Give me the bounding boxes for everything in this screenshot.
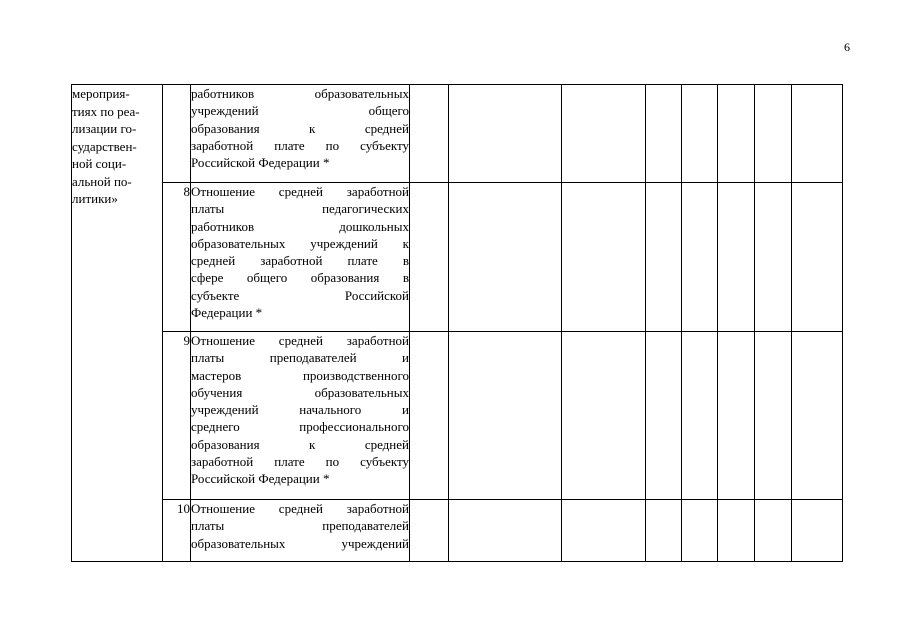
page-number: 6 bbox=[844, 40, 850, 54]
description-word: образовательных bbox=[191, 535, 286, 551]
description-line bbox=[191, 367, 409, 384]
description-line bbox=[191, 349, 409, 366]
event-line: литики» bbox=[72, 191, 118, 206]
description-word: мастеров bbox=[191, 367, 242, 383]
description-line bbox=[191, 401, 409, 418]
description-line: Отношение средней заработной bbox=[191, 333, 409, 348]
description-line bbox=[191, 120, 409, 137]
indicator-description-cell bbox=[191, 332, 410, 500]
description-word: начального bbox=[299, 402, 362, 418]
description-line: Отношение средней заработной bbox=[191, 184, 409, 199]
event-line: лизации го- bbox=[72, 121, 137, 136]
description-line bbox=[191, 287, 409, 304]
empty-cell bbox=[718, 85, 755, 183]
empty-cell bbox=[646, 183, 682, 332]
description-line bbox=[191, 418, 409, 435]
empty-cell bbox=[449, 85, 562, 183]
empty-cell bbox=[449, 332, 562, 500]
description-word: преподавателей bbox=[269, 350, 357, 366]
empty-cell bbox=[682, 332, 718, 500]
description-word: среднего bbox=[191, 419, 240, 435]
description-word: образования bbox=[191, 120, 260, 136]
empty-cell bbox=[718, 332, 755, 500]
description-line bbox=[191, 436, 409, 453]
description-word: Российской bbox=[344, 287, 409, 303]
empty-cell bbox=[755, 183, 792, 332]
description-line: Федерации * bbox=[191, 305, 263, 321]
description-line bbox=[191, 200, 409, 217]
empty-cell bbox=[449, 183, 562, 332]
empty-cell bbox=[410, 85, 449, 183]
empty-cell bbox=[562, 500, 646, 562]
empty-cell bbox=[755, 500, 792, 562]
description-line bbox=[191, 384, 409, 401]
description-line bbox=[191, 85, 409, 102]
description-word: образовательных bbox=[314, 384, 409, 400]
description-word: средней bbox=[364, 120, 409, 136]
indicator-description-cell bbox=[191, 85, 410, 183]
description-line: образовательных учреждений к bbox=[191, 235, 409, 251]
description-word: к bbox=[309, 120, 316, 136]
event-name-cell bbox=[72, 85, 163, 562]
description-word: производственного bbox=[302, 367, 409, 383]
description-word: профессионального bbox=[299, 419, 409, 435]
description-word: платы bbox=[191, 350, 225, 366]
description-word: платы bbox=[191, 201, 225, 217]
empty-cell bbox=[792, 183, 843, 332]
description-word: преподавателей bbox=[322, 518, 409, 534]
description-word: платы bbox=[191, 518, 225, 534]
empty-cell bbox=[562, 85, 646, 183]
row-number-cell: 8 bbox=[163, 183, 191, 332]
empty-cell bbox=[718, 183, 755, 332]
row-number-cell: 10 bbox=[163, 500, 191, 562]
row-number-cell bbox=[163, 85, 191, 183]
description-line: Отношение средней заработной bbox=[191, 501, 409, 516]
empty-cell bbox=[755, 85, 792, 183]
description-word: работников bbox=[191, 86, 255, 101]
description-line bbox=[191, 517, 409, 534]
description-word: средней bbox=[364, 436, 409, 452]
event-line: сударствен- bbox=[72, 138, 137, 154]
event-name-lines bbox=[72, 85, 162, 208]
indicator-description-cell bbox=[191, 183, 410, 332]
description-word: субъекте bbox=[191, 287, 240, 303]
description-word: работников bbox=[191, 218, 255, 234]
description-word: образования bbox=[191, 436, 260, 452]
empty-cell bbox=[562, 183, 646, 332]
description-word: к bbox=[309, 436, 316, 452]
description-line: Российской Федерации * bbox=[191, 471, 330, 487]
empty-cell bbox=[646, 332, 682, 500]
description-line: средней заработной плате в bbox=[191, 253, 409, 269]
table-row bbox=[72, 500, 843, 562]
description-word: дошкольных bbox=[339, 218, 409, 234]
empty-cell bbox=[646, 85, 682, 183]
description-line bbox=[191, 102, 409, 119]
indicator-description-cell bbox=[191, 500, 410, 562]
description-word: общего bbox=[368, 103, 409, 119]
empty-cell bbox=[410, 500, 449, 562]
empty-cell bbox=[410, 332, 449, 500]
description-line bbox=[191, 218, 409, 235]
empty-cell bbox=[449, 500, 562, 562]
event-line: тиях по реа- bbox=[72, 103, 140, 119]
empty-cell bbox=[682, 500, 718, 562]
table-row bbox=[72, 85, 843, 183]
description-word: учреждений bbox=[191, 402, 259, 418]
table-row bbox=[72, 332, 843, 500]
empty-cell bbox=[792, 500, 843, 562]
description-line: Российской Федерации * bbox=[191, 155, 330, 171]
table-row bbox=[72, 183, 843, 332]
empty-cell bbox=[718, 500, 755, 562]
description-word: образовательных bbox=[314, 86, 409, 101]
empty-cell bbox=[755, 332, 792, 500]
row-number-cell: 9 bbox=[163, 332, 191, 500]
description-line: заработной плате по субъекту bbox=[191, 454, 409, 470]
description-word: и bbox=[402, 350, 409, 366]
description-word: обучения bbox=[191, 384, 243, 400]
description-line: сфере общего образования в bbox=[191, 270, 409, 286]
description-word: и bbox=[402, 402, 409, 418]
indicators-table bbox=[71, 84, 843, 562]
empty-cell bbox=[792, 332, 843, 500]
empty-cell bbox=[562, 332, 646, 500]
empty-cell bbox=[792, 85, 843, 183]
event-line: альной по- bbox=[72, 173, 132, 189]
description-word: учреждений bbox=[191, 103, 259, 119]
empty-cell bbox=[682, 85, 718, 183]
event-line: ной соци- bbox=[72, 156, 127, 171]
description-word: педагогических bbox=[322, 201, 409, 217]
empty-cell bbox=[410, 183, 449, 332]
description-word: учреждений bbox=[341, 535, 409, 551]
empty-cell bbox=[646, 500, 682, 562]
empty-cell bbox=[682, 183, 718, 332]
event-line: мероприя- bbox=[72, 86, 130, 101]
description-line: заработной плате по субъекту bbox=[191, 137, 409, 153]
description-line bbox=[191, 535, 409, 552]
